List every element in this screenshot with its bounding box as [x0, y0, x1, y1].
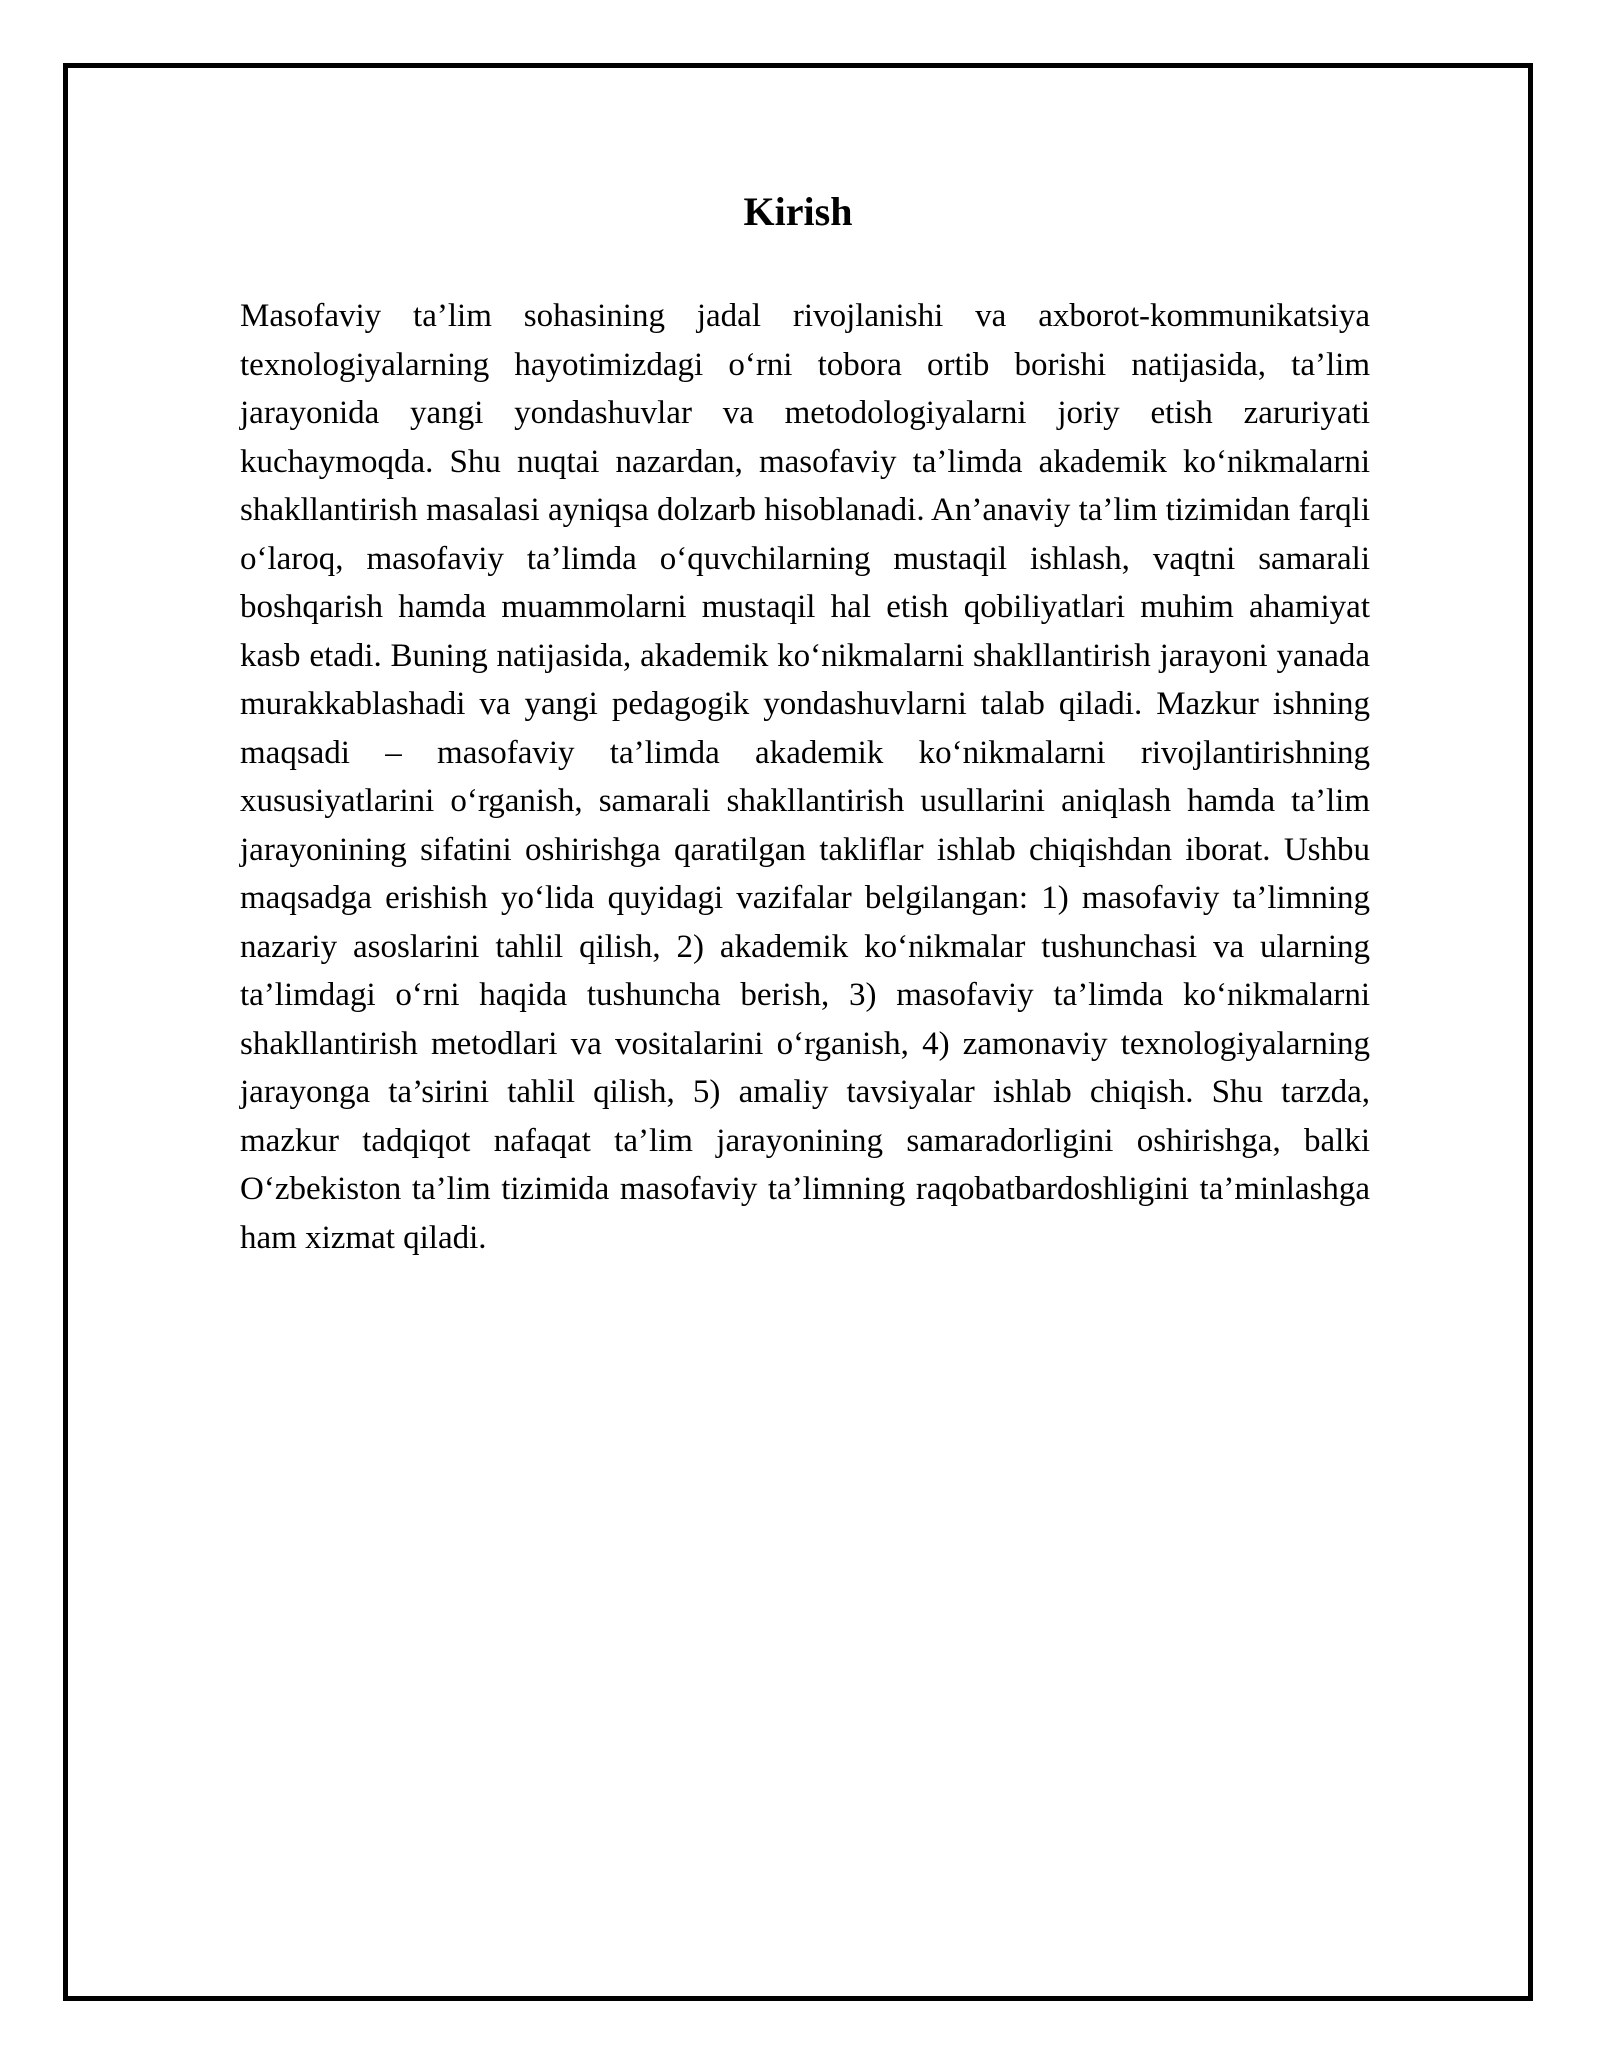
page-title: Kirish [743, 189, 853, 234]
body-paragraph: Masofaviy ta’lim sohasining jadal rivojlanishi va axborot-kommunikatsiya texnologiyalarning hayotimizdagi o‘rni tobora ortib borishi natijasida, ta’lim jarayonida yangi yondashuvlar va metodologiyalarni joriy etish zaruriyati kuchaymoqda. Shu nuqtai nazardan, masofaviy ta’limda akademik ko‘nikmalarni shakllantirish masalasi ayniqsa dolzarb hisoblanadi. An’anaviy ta’lim tizimidan farqli o‘laroq, masofaviy ta’limda o‘quvchilarning mustaqil ishlash, vaqtni samarali boshqarish hamda muammolarni mustaqil hal etish qobiliyatlari muhim ahamiyat kasb etadi. Buning natijasida, akademik ko‘nikmalarni shakllantirish jarayoni yanada murakkablashadi va yangi pedagogik yondashuvlarni talab qiladi. Mazkur ishning maqsadi – masofaviy ta’limda akademik ko‘nikmalarni rivojlantirishning xususiyatlarini o‘rganish, samarali shakllantirish usullarini aniqlash hamda ta’lim jarayonining sifatini oshirishga qaratilgan takliflar ishlab chiqishdan iborat. Ushbu maqsadga erishish yo‘lida quyidagi vazifalar belgilangan: 1) masofaviy ta’limning nazariy asoslarini tahlil qilish, 2) akademik ko‘nikmalar tushunchasi va ularning ta’limdagi o‘rni haqida tushuncha berish, 3) masofaviy ta’limda ko‘nikmalarni shakllantirish metodlari va vositalarini o‘rganish, 4) zamonaviy texnologiyalarning jarayonga ta’sirini tahlil qilish, 5) amaliy tavsiyalar ishlab chiqish. Shu tarzda, mazkur tadqiqot nafaqat ta’lim jarayonining samaradorligini oshirishga, balki O‘zbekiston ta’lim tizimida masofaviy ta’limning raqobatbardoshligini ta’minlashga ham xizmat qiladi. [240, 298, 1370, 1256]
page-border [63, 63, 1533, 2001]
